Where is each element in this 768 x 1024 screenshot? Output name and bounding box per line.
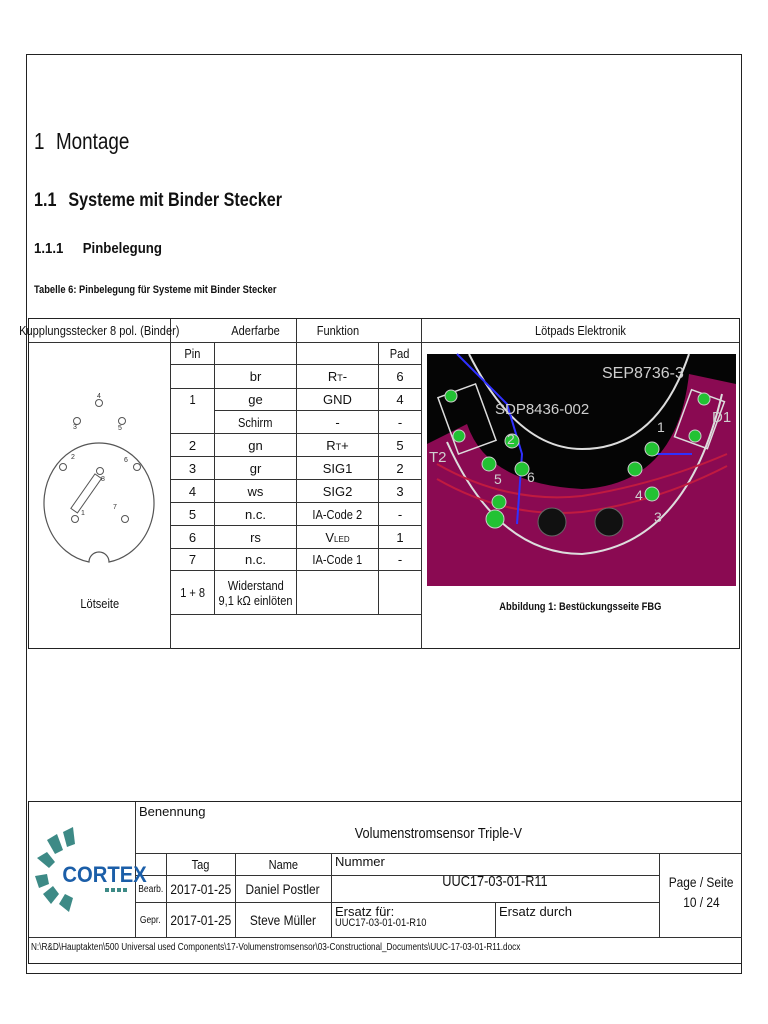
bearb-label: Bearb. [137, 883, 164, 895]
row-color: gn [248, 437, 263, 453]
row-color: gr [249, 460, 262, 476]
heading-1-1: 1.1 Systeme mit Binder Stecker [34, 190, 283, 211]
file-path: N:\R&D\Hauptakten\500 Universal used Components\17-Volumenstromsensor\03-Constructional_Documents\UUC-17-03-01-R11.docx [31, 941, 521, 953]
tag-label: Tag [191, 857, 210, 872]
heading-1-1-1: 1.1.1 Pinbelegung [34, 240, 162, 257]
pad-label: 5 [494, 471, 502, 487]
row-function: SIG1 [322, 460, 353, 476]
benennung-value: Volumenstromsensor Triple-V [354, 824, 523, 842]
header-aderfarbe: Aderfarbe [231, 323, 280, 338]
row-pad: 4 [396, 392, 404, 407]
sep-label: SEP8736-3 [602, 365, 684, 382]
row-function: IA-Code 2 [312, 506, 363, 522]
name-label: Name [268, 857, 298, 872]
pin-label: 8 [101, 476, 105, 483]
row-function: IA-Code 1 [312, 552, 363, 567]
bearb-date: 2017-01-25 [170, 881, 231, 897]
row-function: R T - [327, 369, 348, 384]
figure-caption: Abbildung 1: Bestückungsseite FBG [499, 600, 662, 613]
gepr-label: Gepr. [140, 914, 161, 926]
pin-label: 1 [81, 510, 85, 517]
sdp-label: SDP8436-002 [495, 401, 590, 418]
row-pin: 4 [188, 483, 197, 499]
row-function: GND [323, 392, 352, 407]
row-color: n.c. [245, 552, 266, 567]
pin-table [19, 318, 740, 649]
resistor-note: Widerstand 9,1 kΩ einlöten [218, 577, 293, 608]
page-number: 10 / 24 [682, 894, 720, 910]
ersatz-fuer-value: UUC17-03-01-01-R10 [335, 917, 427, 929]
subheader-pin: Pin [184, 346, 201, 361]
nummer-value: UUC17-03-01-R11 [442, 872, 548, 890]
title-block [28, 801, 742, 964]
row-pad: 5 [396, 437, 404, 453]
row-pad: 3 [396, 483, 404, 499]
pad-label: 6 [527, 469, 535, 485]
benennung-label: Benennung [139, 804, 206, 819]
row-pad: - [397, 552, 403, 567]
connector-drawing [29, 343, 170, 593]
gepr-date: 2017-01-25 [170, 912, 231, 928]
pad-label: 3 [654, 509, 662, 525]
heading-1: 1 Montage [34, 128, 130, 154]
ersatz-durch-label: Ersatz durch [499, 904, 572, 919]
loetseite-label: Lötseite [80, 595, 119, 611]
pin-label: 5 [118, 425, 122, 432]
page-label: Page / Seite [668, 874, 734, 890]
header-funktion: Funktion [316, 323, 359, 338]
row-function: SIG2 [322, 483, 353, 499]
row-pin: 5 [188, 506, 197, 522]
row-pad: - [397, 506, 403, 522]
row-color: ge [248, 392, 263, 407]
row-color: ws [247, 483, 264, 499]
pin-1: 1 [189, 391, 196, 407]
pin-label: 2 [71, 454, 75, 461]
row-pin: 2 [188, 437, 197, 453]
pin-label: 7 [113, 504, 117, 511]
row-pad: 2 [396, 460, 404, 476]
pcb-image [427, 354, 736, 586]
pin-label: 3 [73, 424, 77, 431]
nummer-label: Nummer [335, 854, 385, 869]
pin-label: 4 [97, 393, 101, 400]
ersatz-fuer-label: Ersatz für: [335, 904, 395, 919]
row-pin: 3 [188, 460, 197, 476]
table-caption: Tabelle 6: Pinbelegung für Systeme mit Binder Stecker [34, 284, 277, 296]
row-color: n.c. [245, 506, 266, 522]
logo-text: CORTEX [62, 863, 147, 888]
header-loetpads: Lötpads Elektronik [535, 323, 626, 338]
row-pin: 1 + 8 [180, 585, 205, 600]
row-function: - [335, 414, 340, 430]
row-color: br [249, 369, 262, 384]
row-pad: 1 [396, 529, 404, 545]
header-kupplungsstecker: Kupplungsstecker 8 pol. (Binder) [19, 323, 180, 338]
pin-label: 6 [124, 457, 128, 464]
t2-label: T2 [429, 449, 447, 466]
row-pin: 6 [188, 529, 197, 545]
pad-label: 4 [635, 487, 643, 503]
pad-label: 1 [657, 419, 665, 435]
gepr-name: Steve Müller [249, 912, 317, 928]
row-color: rs [250, 529, 261, 545]
row-pad: 6 [396, 369, 404, 384]
pad-label: 2 [507, 431, 515, 447]
cortex-logo [33, 822, 147, 917]
row-color: Schirm [238, 414, 273, 430]
row-function: R T + [326, 437, 349, 453]
d1-label: D1 [712, 409, 732, 426]
bearb-name: Daniel Postler [245, 881, 321, 897]
row-function: V LED [325, 529, 350, 545]
row-pad: - [397, 414, 403, 430]
row-pin: 7 [188, 552, 197, 567]
subheader-pad: Pad [390, 346, 410, 361]
